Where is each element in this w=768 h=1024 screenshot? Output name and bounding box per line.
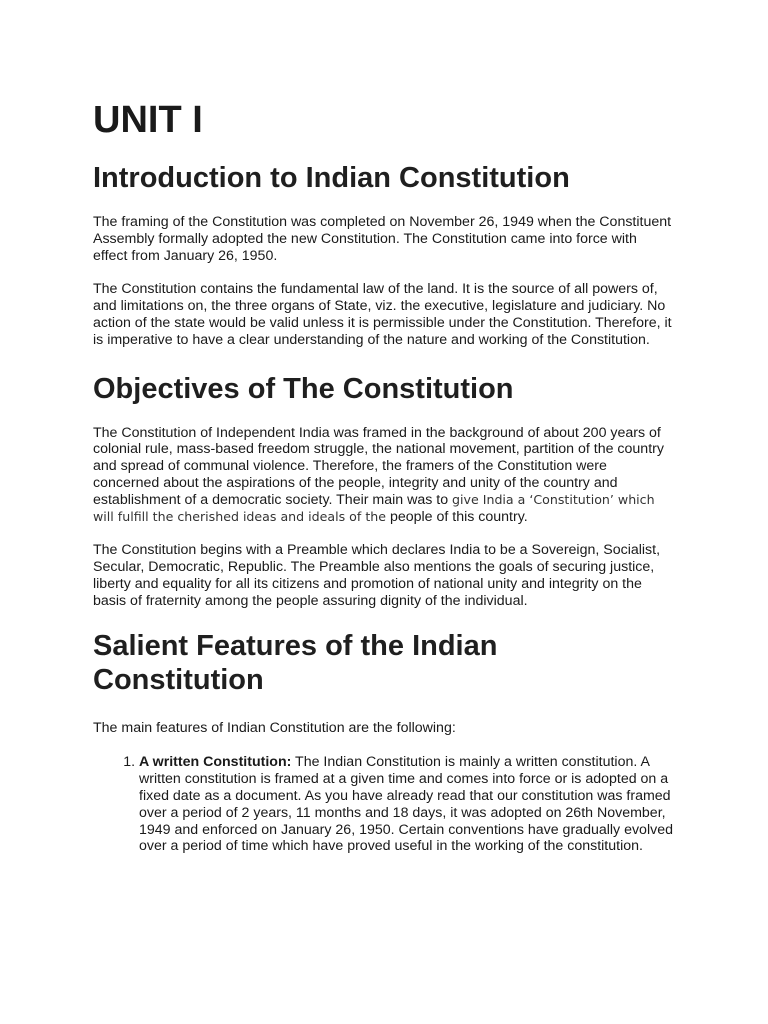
intro-paragraph-2: The Constitution contains the fundamental law of the land. It is the source of all powers of, and limitations on, the three organs of State, viz. the executive, legislature and judiciary. No action of the state would be valid unless it is permissible under the Constitution. Therefore, it is imperative to have a clear understanding of the nature and working of the Constitution. [93,281,672,348]
objectives-heading: Objectives of The Constitution [93,372,514,405]
feature-text: The Indian Constitution is mainly a written constitution. A written constitution is framed at a given time and comes into force or is adopted on a fixed date as a document. As you have already read that our constitution was framed over a period of 2 years, 11 months and 18 days, it was adopted on 26th November, 1949 and enforced on January 26, 1950. Certain conventions have gradually evolved over a period of time which have proved useful in the working of the constitution. [139,754,673,855]
intro-heading: Introduction to Indian Constitution [93,162,570,194]
objectives-paragraph-2: The Constitution begins with a Preamble which declares India to be a Sovereign, Socialist, Secular, Democratic, Republic. The Preamble also mentions the goals of securing justice, liberty and equality for all its citizens and promotion of national unity and integrity on the basis of fraternity among the people assuring dignity of the individual. [93,542,661,609]
feature-term: A written Constitution: [139,754,292,771]
objectives-paragraph-1-part-2: give India a ‘Constitution’ which will fulfill the cherished ideas and ideals of the [93,491,655,524]
objectives-paragraph-1-part-1: The Constitution of Independent India was framed in the background of about 200 years of colonial rule, mass-based freedom struggle, the national movement, partition of the country and spread of communal violence. Therefore, the framers of the Constitution were concerned about the aspirations of the people, integrity and unity of the country and establishment of a democratic society. Their main was to [93,424,664,508]
features-intro: The main features of Indian Constitution are the following: [93,719,456,736]
features-heading: Salient Features of the Indian Constitution [93,629,498,696]
list-item [139,754,675,855]
objectives-paragraph-1 [93,425,675,526]
intro-paragraph-1: The framing of the Constitution was completed on November 26, 1949 when the Constituent Assembly formally adopted the new Constitution. The Constitution came into force with effect from January 26, 1950. [93,214,672,264]
unit-title: UNIT I [93,99,203,141]
objectives-paragraph-1-part-3: people of this country. [386,508,528,525]
features-list [93,754,675,855]
